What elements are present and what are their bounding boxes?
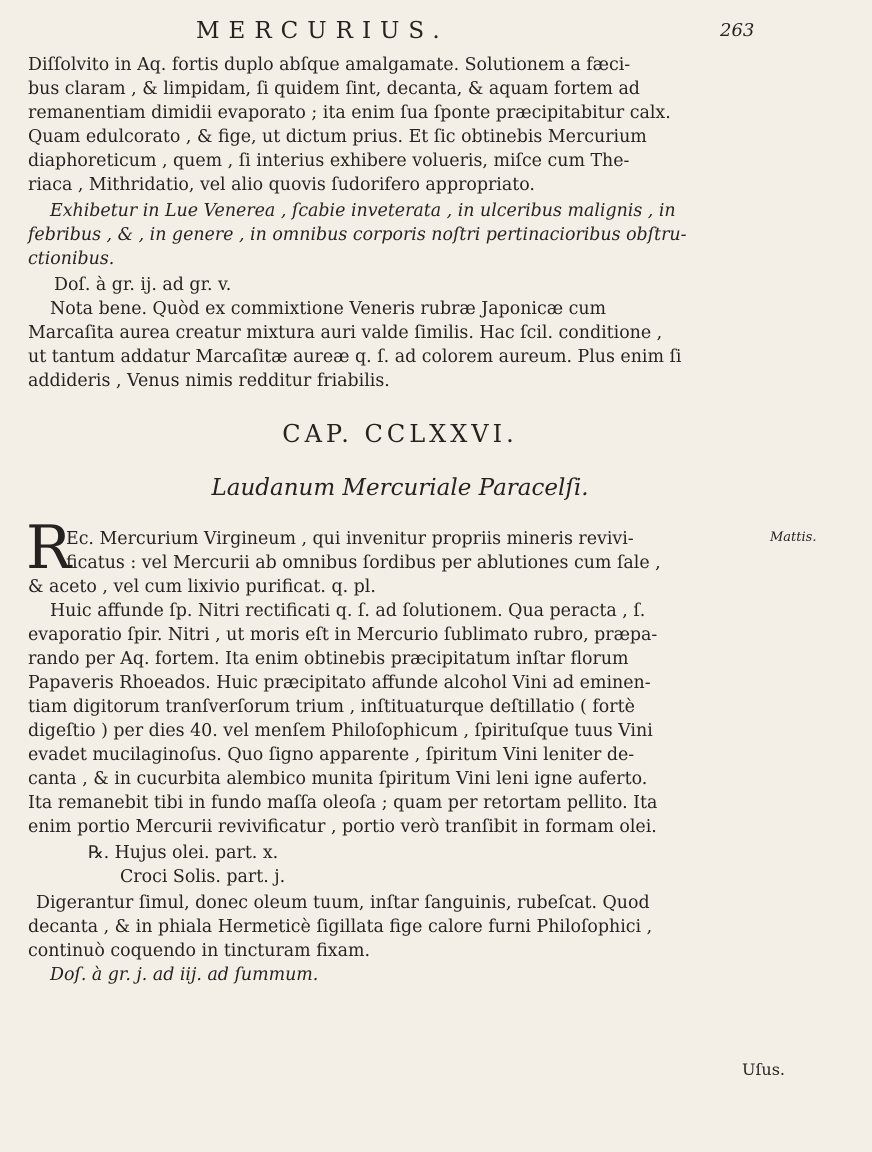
text-line: ficatus : vel Mercurii ab omnibus ſordibus per ablutiones cum ſale ,: [66, 553, 661, 573]
indication-line: febribus , & , in genere , in omnibus corporis noſtri pertinacioribus obſtru-: [28, 225, 687, 245]
dosage-line: Doſ. à gr. j. ad iij. ad ſummum.: [50, 965, 319, 985]
text-line: Ita remanebit tibi in fundo maſſa oleoſa ; quam per retortam pellito. Ita: [28, 793, 658, 813]
text-line: digeſtio ) per dies 40. vel menſem Philoſophicum , ſpirituſque tuus Vini: [28, 721, 653, 741]
margin-note: Mattis.: [770, 530, 817, 545]
text-line: Diſſolvito in Aq. fortis duplo abſque amalgamate. Solutionem a fæci-: [28, 55, 631, 75]
page-number: 263: [720, 20, 755, 41]
text-line: Huic affunde ſp. Nitri rectificati q. ſ. ad ſolutionem. Qua peracta , ſ.: [50, 601, 646, 621]
ingredient-line: ℞. Hujus olei. part. x.: [88, 843, 279, 863]
ingredient-line: Croci Solis. part. j.: [120, 867, 286, 887]
chapter-subtitle: Laudanum Mercuriale Paracelſi.: [211, 475, 589, 501]
text-line: continuò coquendo in tincturam fixam.: [28, 941, 370, 961]
running-header: [0, 18, 800, 48]
text-line: rando per Aq. fortem. Ita enim obtinebis præcipitatum inſtar florum: [28, 649, 629, 669]
text-line: Quam edulcorato , & fige, ut dictum prius. Et ſic obtinebis Mercurium: [28, 127, 647, 147]
text-line: Papaveris Rhoeados. Huic præcipitato affunde alcohol Vini ad eminen-: [28, 673, 651, 693]
text-line: decanta , & in phiala Hermeticè ſigillata fige calore furni Philoſophici ,: [28, 917, 653, 937]
text-line: Ec. Mercurium Virgineum , qui invenitur propriis mineris revivi-: [66, 529, 634, 549]
dosage-line: Doſ. à gr. ij. ad gr. v.: [54, 275, 232, 295]
text-line: bus claram , & limpidam, ſi quidem ſint, decanta, & aquam fortem ad: [28, 79, 640, 99]
running-title: MERCURIUS.: [196, 18, 449, 44]
text-line: & aceto , vel cum lixivio purificat. q. pl.: [28, 577, 376, 597]
text-line: Digerantur ſimul, donec oleum tuum, inſtar ſanguinis, rubeſcat. Quod: [36, 893, 650, 913]
text-line: enim portio Mercurii revivificatur , portio verò tranſibit in formam olei.: [28, 817, 657, 837]
indication-line: ctionibus.: [28, 249, 115, 269]
drop-cap: R: [26, 513, 72, 583]
text-line: evadet mucilaginoſus. Quo ſigno apparente , ſpiritum Vini leniter de-: [28, 745, 635, 765]
text-line: Nota bene. Quòd ex commixtione Veneris rubræ Japonicæ cum: [50, 299, 607, 319]
indication-line: Exhibetur in Lue Venerea , ſcabie inveterata , in ulceribus malignis , in: [50, 201, 676, 221]
text-line: evaporatio ſpir. Nitri , ut moris eſt in Mercurio ſublimato rubro, præpa-: [28, 625, 658, 645]
text-line: canta , & in cucurbita alembico munita ſpiritum Vini leni igne auferto.: [28, 769, 648, 789]
text-line: addideris , Venus nimis redditur friabilis.: [28, 371, 390, 391]
text-line: tiam digitorum tranſverſorum trium , inſtituaturque deſtillatio ( fortè: [28, 697, 635, 717]
catchword: Uſus.: [742, 1060, 786, 1079]
text-line: Marcaſita aurea creatur mixtura auri valde ſimilis. Hac ſcil. conditione ,: [28, 323, 663, 343]
text-line: riaca , Mithridatio, vel alio quovis ſudorifero appropriato.: [28, 175, 535, 195]
chapter-heading: CAP. CCLXXVI.: [282, 420, 518, 448]
text-line: diaphoreticum , quem , ſi interius exhibere volueris, miſce cum The-: [28, 151, 630, 171]
text-line: remanentiam dimidii evaporato ; ita enim ſua ſponte præcipitabitur calx.: [28, 103, 671, 123]
text-line: ut tantum addatur Marcaſitæ aureæ q. ſ. ad colorem aureum. Plus enim ſi: [28, 347, 682, 367]
